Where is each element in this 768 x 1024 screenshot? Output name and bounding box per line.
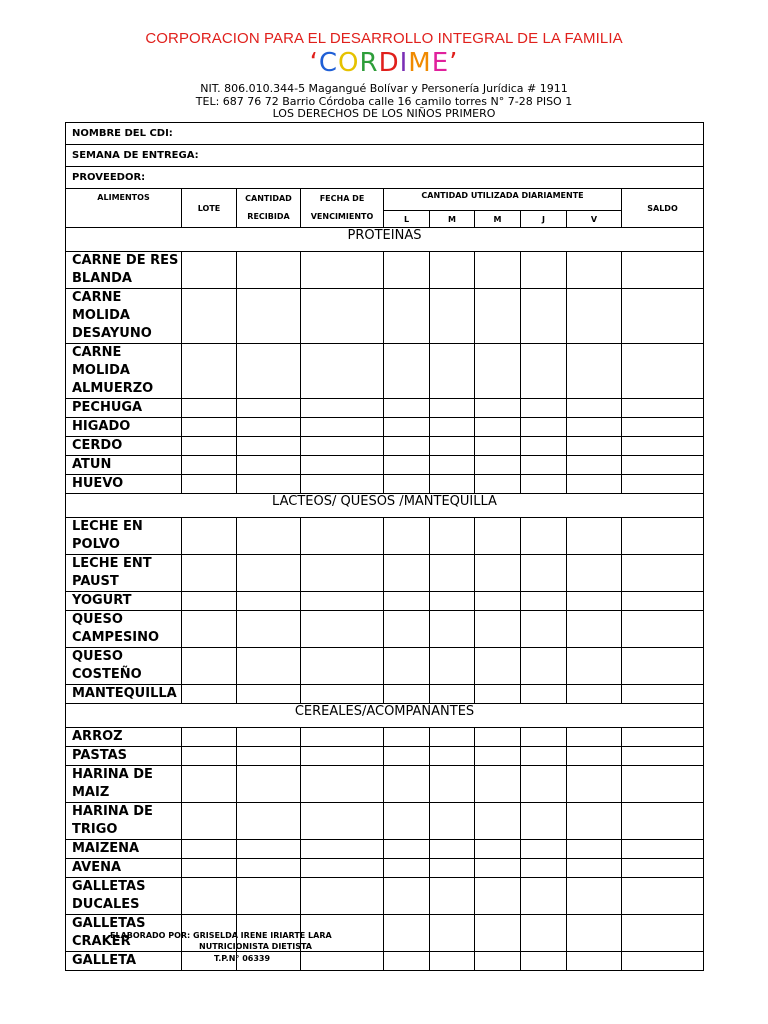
entry-cell[interactable] bbox=[384, 555, 430, 592]
header-day: M bbox=[475, 211, 521, 228]
entry-cell[interactable] bbox=[622, 803, 704, 840]
header-cantidad-recibida bbox=[237, 189, 301, 228]
entry-cell[interactable] bbox=[384, 252, 430, 289]
entry-cell[interactable] bbox=[521, 728, 567, 747]
entry-cell[interactable] bbox=[182, 685, 237, 704]
entry-cell[interactable] bbox=[430, 611, 475, 648]
header-cantidad-line1: CANTIDAD bbox=[245, 194, 292, 203]
header-daily-usage: CANTIDAD UTILIZADA DIARIAMENTE bbox=[384, 189, 622, 211]
logo-letter: M bbox=[408, 48, 432, 78]
entry-cell[interactable] bbox=[384, 747, 430, 766]
entry-cell[interactable] bbox=[430, 289, 475, 344]
header-alimentos: ALIMENTOS bbox=[66, 189, 182, 228]
nutritionist-title: NUTRICIONISTA DIETISTA bbox=[199, 942, 312, 951]
entry-cell[interactable] bbox=[567, 952, 622, 971]
entry-cell[interactable] bbox=[567, 611, 622, 648]
entry-cell[interactable] bbox=[521, 747, 567, 766]
entry-cell[interactable] bbox=[182, 728, 237, 747]
entry-cell[interactable] bbox=[567, 728, 622, 747]
food-item-name: QUESO COSTEÑO bbox=[66, 648, 182, 685]
header-fecha-vencimiento bbox=[301, 189, 384, 228]
entry-cell[interactable] bbox=[384, 766, 430, 803]
entry-cell[interactable] bbox=[521, 685, 567, 704]
table-row bbox=[66, 840, 704, 859]
header-fecha-line2: VENCIMIENTO bbox=[310, 212, 374, 221]
entry-cell[interactable] bbox=[521, 289, 567, 344]
logo-letter: E bbox=[431, 48, 450, 78]
entry-cell[interactable] bbox=[622, 289, 704, 344]
entry-cell[interactable] bbox=[521, 475, 567, 494]
entry-cell[interactable] bbox=[521, 840, 567, 859]
entry-cell[interactable] bbox=[521, 803, 567, 840]
entry-cell[interactable] bbox=[237, 289, 301, 344]
table-row bbox=[66, 555, 704, 592]
entry-cell[interactable] bbox=[301, 878, 384, 915]
entry-cell[interactable] bbox=[384, 859, 430, 878]
entry-cell[interactable] bbox=[622, 555, 704, 592]
entry-cell[interactable] bbox=[301, 475, 384, 494]
table-row bbox=[66, 252, 704, 289]
entry-cell[interactable] bbox=[430, 878, 475, 915]
entry-cell[interactable] bbox=[475, 747, 521, 766]
table-row bbox=[66, 803, 704, 840]
entry-cell[interactable] bbox=[237, 518, 301, 555]
entry-cell[interactable] bbox=[430, 685, 475, 704]
section-title: CEREALES/ACOMPAÑANTES bbox=[66, 704, 704, 728]
entry-cell[interactable] bbox=[182, 611, 237, 648]
entry-cell[interactable] bbox=[237, 747, 301, 766]
entry-cell[interactable] bbox=[475, 592, 521, 611]
entry-cell[interactable] bbox=[182, 840, 237, 859]
table-row bbox=[66, 399, 704, 418]
entry-cell[interactable] bbox=[475, 952, 521, 971]
entry-cell[interactable] bbox=[301, 289, 384, 344]
entry-cell[interactable] bbox=[384, 289, 430, 344]
entry-cell[interactable] bbox=[430, 648, 475, 685]
entry-cell[interactable] bbox=[430, 952, 475, 971]
entry-cell[interactable] bbox=[182, 437, 237, 456]
entry-cell[interactable] bbox=[237, 648, 301, 685]
food-item-name: HUEVO bbox=[66, 475, 182, 494]
table-row bbox=[66, 952, 704, 971]
entry-cell[interactable] bbox=[430, 728, 475, 747]
entry-cell[interactable] bbox=[521, 648, 567, 685]
entry-cell[interactable] bbox=[237, 611, 301, 648]
cordime-logo bbox=[0, 46, 768, 80]
entry-cell[interactable] bbox=[182, 344, 237, 399]
entry-cell[interactable] bbox=[301, 611, 384, 648]
entry-cell[interactable] bbox=[182, 747, 237, 766]
entry-cell[interactable] bbox=[430, 859, 475, 878]
entry-cell[interactable] bbox=[475, 859, 521, 878]
entry-cell[interactable] bbox=[567, 518, 622, 555]
table-row bbox=[66, 418, 704, 437]
entry-cell[interactable] bbox=[567, 555, 622, 592]
entry-cell[interactable] bbox=[237, 878, 301, 915]
entry-cell[interactable] bbox=[384, 418, 430, 437]
entry-cell[interactable] bbox=[237, 766, 301, 803]
entry-cell[interactable] bbox=[521, 878, 567, 915]
entry-cell[interactable] bbox=[237, 437, 301, 456]
entry-cell[interactable] bbox=[301, 840, 384, 859]
entry-cell[interactable] bbox=[622, 518, 704, 555]
logo-letter: ‘ bbox=[309, 48, 319, 78]
provider-label: PROVEEDOR: bbox=[72, 172, 146, 183]
entry-cell[interactable] bbox=[567, 475, 622, 494]
entry-cell[interactable] bbox=[567, 399, 622, 418]
entry-cell[interactable] bbox=[622, 766, 704, 803]
header-day: L bbox=[384, 211, 430, 228]
entry-cell[interactable] bbox=[567, 437, 622, 456]
entry-cell[interactable] bbox=[430, 803, 475, 840]
header-day: V bbox=[567, 211, 622, 228]
entry-cell[interactable] bbox=[521, 344, 567, 399]
logo-letter: D bbox=[378, 48, 400, 78]
entry-cell[interactable] bbox=[475, 344, 521, 399]
entry-cell[interactable] bbox=[384, 878, 430, 915]
entry-cell[interactable] bbox=[301, 518, 384, 555]
entry-cell[interactable] bbox=[430, 475, 475, 494]
entry-cell[interactable] bbox=[384, 344, 430, 399]
entry-cell[interactable] bbox=[384, 518, 430, 555]
entry-cell[interactable] bbox=[301, 803, 384, 840]
entry-cell[interactable] bbox=[182, 592, 237, 611]
entry-cell[interactable] bbox=[237, 859, 301, 878]
entry-cell[interactable] bbox=[430, 592, 475, 611]
entry-cell[interactable] bbox=[475, 252, 521, 289]
entry-cell[interactable] bbox=[622, 915, 704, 952]
food-item-name: HIGADO bbox=[66, 418, 182, 437]
entry-cell[interactable] bbox=[384, 399, 430, 418]
food-item-name: GALLETAS DUCALES bbox=[66, 878, 182, 915]
entry-cell[interactable] bbox=[567, 685, 622, 704]
entry-cell[interactable] bbox=[182, 518, 237, 555]
entry-cell[interactable] bbox=[521, 555, 567, 592]
entry-cell[interactable] bbox=[567, 344, 622, 399]
food-item-name: YOGURT bbox=[66, 592, 182, 611]
entry-cell[interactable] bbox=[237, 399, 301, 418]
header-day: M bbox=[430, 211, 475, 228]
entry-cell[interactable] bbox=[237, 803, 301, 840]
cdi-name-field[interactable] bbox=[66, 123, 704, 145]
entry-cell[interactable] bbox=[384, 456, 430, 475]
prepared-by: ELABORADO POR: GRISELDA IRENE IRIARTE LARA bbox=[110, 931, 332, 940]
entry-cell[interactable] bbox=[384, 803, 430, 840]
entry-cell[interactable] bbox=[237, 456, 301, 475]
food-item-name: ATUN bbox=[66, 456, 182, 475]
table-row bbox=[66, 475, 704, 494]
entry-cell[interactable] bbox=[182, 252, 237, 289]
entry-cell[interactable] bbox=[475, 475, 521, 494]
logo-letter: I bbox=[399, 48, 409, 78]
entry-cell[interactable] bbox=[301, 952, 384, 971]
entry-cell[interactable] bbox=[237, 418, 301, 437]
tel-line: TEL: 687 76 72 Barrio Córdoba calle 16 camilo torres N° 7-28 PISO 1 bbox=[195, 95, 573, 108]
entry-cell[interactable] bbox=[384, 475, 430, 494]
delivery-week-field[interactable] bbox=[66, 145, 704, 167]
entry-cell[interactable] bbox=[521, 518, 567, 555]
organization-name: CORPORACION PARA EL DESARROLLO INTEGRAL DE LA FAMILIA bbox=[145, 30, 623, 47]
table-row bbox=[66, 456, 704, 475]
table-row bbox=[66, 766, 704, 803]
entry-cell[interactable] bbox=[521, 766, 567, 803]
table-row bbox=[66, 648, 704, 685]
entry-cell[interactable] bbox=[237, 475, 301, 494]
entry-cell[interactable] bbox=[237, 252, 301, 289]
food-item-name: MANTEQUILLA bbox=[66, 685, 182, 704]
food-item-name: ARROZ bbox=[66, 728, 182, 747]
entry-cell[interactable] bbox=[567, 418, 622, 437]
table-row bbox=[66, 685, 704, 704]
entry-cell[interactable] bbox=[384, 648, 430, 685]
entry-cell[interactable] bbox=[182, 859, 237, 878]
entry-cell[interactable] bbox=[237, 592, 301, 611]
entry-cell[interactable] bbox=[622, 399, 704, 418]
entry-cell[interactable] bbox=[521, 952, 567, 971]
table-row bbox=[66, 859, 704, 878]
entry-cell[interactable] bbox=[622, 252, 704, 289]
entry-cell[interactable] bbox=[301, 648, 384, 685]
entry-cell[interactable] bbox=[521, 915, 567, 952]
entry-cell[interactable] bbox=[475, 456, 521, 475]
entry-cell[interactable] bbox=[521, 399, 567, 418]
entry-cell[interactable] bbox=[384, 915, 430, 952]
entry-cell[interactable] bbox=[567, 592, 622, 611]
entry-cell[interactable] bbox=[567, 840, 622, 859]
entry-cell[interactable] bbox=[430, 437, 475, 456]
entry-cell[interactable] bbox=[430, 747, 475, 766]
entry-cell[interactable] bbox=[567, 289, 622, 344]
entry-cell[interactable] bbox=[430, 252, 475, 289]
table-row bbox=[66, 747, 704, 766]
entry-cell[interactable] bbox=[567, 747, 622, 766]
table-row bbox=[66, 437, 704, 456]
provider-field[interactable] bbox=[66, 167, 704, 189]
food-item-name: CARNE MOLIDA ALMUERZO bbox=[66, 344, 182, 399]
entry-cell[interactable] bbox=[622, 418, 704, 437]
entry-cell[interactable] bbox=[475, 840, 521, 859]
entry-cell[interactable] bbox=[567, 766, 622, 803]
entry-cell[interactable] bbox=[622, 611, 704, 648]
entry-cell[interactable] bbox=[384, 592, 430, 611]
food-item-name: HARINA DE TRIGO bbox=[66, 803, 182, 840]
entry-cell[interactable] bbox=[430, 766, 475, 803]
food-item-name: CARNE MOLIDA DESAYUNO bbox=[66, 289, 182, 344]
table-row bbox=[66, 592, 704, 611]
entry-cell[interactable] bbox=[182, 418, 237, 437]
entry-cell[interactable] bbox=[237, 840, 301, 859]
entry-cell[interactable] bbox=[237, 728, 301, 747]
entry-cell[interactable] bbox=[567, 456, 622, 475]
professional-license: T.P.N° 06339 bbox=[214, 954, 271, 963]
entry-cell[interactable] bbox=[384, 840, 430, 859]
entry-cell[interactable] bbox=[475, 611, 521, 648]
header-fecha-line1: FECHA DE bbox=[319, 194, 365, 203]
food-item-name: QUESO CAMPESINO bbox=[66, 611, 182, 648]
entry-cell[interactable] bbox=[475, 728, 521, 747]
entry-cell[interactable] bbox=[622, 952, 704, 971]
cdi-name-label: NOMBRE DEL CDI: bbox=[72, 128, 173, 139]
entry-cell[interactable] bbox=[430, 418, 475, 437]
entry-cell[interactable] bbox=[622, 592, 704, 611]
entry-cell[interactable] bbox=[430, 399, 475, 418]
entry-cell[interactable] bbox=[475, 878, 521, 915]
entry-cell[interactable] bbox=[622, 648, 704, 685]
table-row bbox=[66, 878, 704, 915]
entry-cell[interactable] bbox=[237, 685, 301, 704]
entry-cell[interactable] bbox=[567, 803, 622, 840]
entry-cell[interactable] bbox=[430, 518, 475, 555]
entry-cell[interactable] bbox=[622, 747, 704, 766]
entry-cell[interactable] bbox=[237, 555, 301, 592]
entry-cell[interactable] bbox=[182, 456, 237, 475]
entry-cell[interactable] bbox=[475, 685, 521, 704]
entry-cell[interactable] bbox=[567, 648, 622, 685]
entry-cell[interactable] bbox=[301, 728, 384, 747]
entry-cell[interactable] bbox=[622, 456, 704, 475]
entry-cell[interactable] bbox=[622, 475, 704, 494]
entry-cell[interactable] bbox=[301, 859, 384, 878]
entry-cell[interactable] bbox=[475, 555, 521, 592]
entry-cell[interactable] bbox=[301, 592, 384, 611]
entry-cell[interactable] bbox=[475, 766, 521, 803]
table-row bbox=[66, 518, 704, 555]
delivery-control-table bbox=[65, 122, 704, 971]
entry-cell[interactable] bbox=[301, 766, 384, 803]
entry-cell[interactable] bbox=[622, 437, 704, 456]
entry-cell[interactable] bbox=[567, 859, 622, 878]
entry-cell[interactable] bbox=[182, 878, 237, 915]
entry-cell[interactable] bbox=[567, 915, 622, 952]
nit-line: NIT. 806.010.344-5 Magangué Bolívar y Personería Jurídica # 1911 bbox=[200, 82, 568, 95]
entry-cell[interactable] bbox=[237, 344, 301, 399]
entry-cell[interactable] bbox=[622, 685, 704, 704]
food-item-name: GALLETA bbox=[66, 952, 182, 971]
entry-cell[interactable] bbox=[430, 555, 475, 592]
entry-cell[interactable] bbox=[301, 555, 384, 592]
entry-cell[interactable] bbox=[475, 803, 521, 840]
entry-cell[interactable] bbox=[475, 418, 521, 437]
logo-letter: R bbox=[359, 48, 379, 78]
entry-cell[interactable] bbox=[622, 859, 704, 878]
entry-cell[interactable] bbox=[301, 685, 384, 704]
entry-cell[interactable] bbox=[384, 952, 430, 971]
logo-letter: O bbox=[338, 48, 360, 78]
entry-cell[interactable] bbox=[521, 859, 567, 878]
entry-cell[interactable] bbox=[182, 399, 237, 418]
food-item-name: MAIZENA bbox=[66, 840, 182, 859]
entry-cell[interactable] bbox=[475, 648, 521, 685]
entry-cell[interactable] bbox=[567, 252, 622, 289]
entry-cell[interactable] bbox=[475, 437, 521, 456]
entry-cell[interactable] bbox=[384, 685, 430, 704]
section-title: PROTEINAS bbox=[66, 228, 704, 252]
entry-cell[interactable] bbox=[301, 399, 384, 418]
entry-cell[interactable] bbox=[301, 252, 384, 289]
logo-letter: ’ bbox=[449, 48, 459, 78]
entry-cell[interactable] bbox=[384, 437, 430, 456]
entry-cell[interactable] bbox=[475, 518, 521, 555]
entry-cell[interactable] bbox=[384, 728, 430, 747]
entry-cell[interactable] bbox=[622, 878, 704, 915]
entry-cell[interactable] bbox=[475, 289, 521, 344]
entry-cell[interactable] bbox=[182, 475, 237, 494]
entry-cell[interactable] bbox=[301, 747, 384, 766]
table-row bbox=[66, 289, 704, 344]
entry-cell[interactable] bbox=[182, 766, 237, 803]
entry-cell[interactable] bbox=[182, 289, 237, 344]
entry-cell[interactable] bbox=[301, 437, 384, 456]
entry-cell[interactable] bbox=[521, 418, 567, 437]
food-item-name: CARNE DE RES BLANDA bbox=[66, 252, 182, 289]
entry-cell[interactable] bbox=[301, 418, 384, 437]
entry-cell[interactable] bbox=[182, 555, 237, 592]
header-day: J bbox=[521, 211, 567, 228]
food-item-name: PECHUGA bbox=[66, 399, 182, 418]
motto: LOS DERECHOS DE LOS NIÑOS PRIMERO bbox=[272, 107, 496, 120]
entry-cell[interactable] bbox=[475, 915, 521, 952]
logo-letter: C bbox=[318, 48, 339, 78]
section-title: LACTEOS/ QUESOS /MANTEQUILLA bbox=[66, 494, 704, 518]
entry-cell[interactable] bbox=[521, 611, 567, 648]
entry-cell[interactable] bbox=[430, 915, 475, 952]
table-row bbox=[66, 728, 704, 747]
food-item-name: AVENA bbox=[66, 859, 182, 878]
entry-cell[interactable] bbox=[475, 399, 521, 418]
entry-cell[interactable] bbox=[567, 878, 622, 915]
delivery-week-label: SEMANA DE ENTREGA: bbox=[72, 150, 199, 161]
food-item-name: HARINA DE MAIZ bbox=[66, 766, 182, 803]
food-item-name: LECHE EN POLVO bbox=[66, 518, 182, 555]
entry-cell[interactable] bbox=[301, 344, 384, 399]
entry-cell[interactable] bbox=[430, 840, 475, 859]
entry-cell[interactable] bbox=[521, 437, 567, 456]
table-row bbox=[66, 344, 704, 399]
header-cantidad-line2: RECIBIDA bbox=[247, 212, 290, 221]
table-row bbox=[66, 611, 704, 648]
header-saldo: SALDO bbox=[622, 189, 704, 228]
entry-cell[interactable] bbox=[622, 728, 704, 747]
entry-cell[interactable] bbox=[521, 592, 567, 611]
entry-cell[interactable] bbox=[182, 803, 237, 840]
food-item-name: LECHE ENT PAUST bbox=[66, 555, 182, 592]
entry-cell[interactable] bbox=[521, 252, 567, 289]
entry-cell[interactable] bbox=[622, 344, 704, 399]
header-lote: LOTE bbox=[182, 189, 237, 228]
entry-cell[interactable] bbox=[622, 840, 704, 859]
entry-cell[interactable] bbox=[301, 456, 384, 475]
entry-cell[interactable] bbox=[430, 456, 475, 475]
entry-cell[interactable] bbox=[430, 344, 475, 399]
food-item-name: CERDO bbox=[66, 437, 182, 456]
food-item-name: PASTAS bbox=[66, 747, 182, 766]
entry-cell[interactable] bbox=[384, 611, 430, 648]
entry-cell[interactable] bbox=[182, 648, 237, 685]
entry-cell[interactable] bbox=[521, 456, 567, 475]
food-item-name: GALLETAS CRAKER bbox=[66, 915, 182, 952]
